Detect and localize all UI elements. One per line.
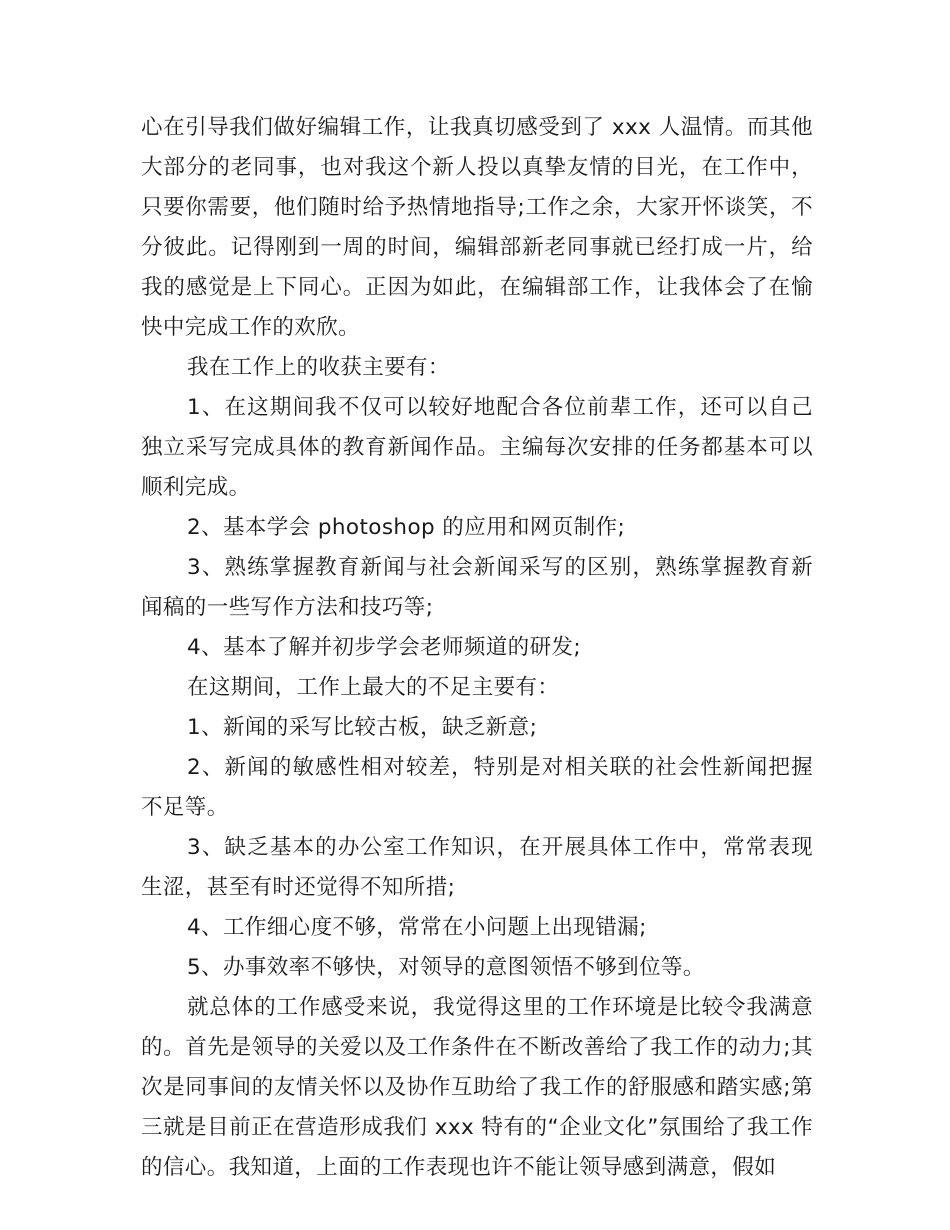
paragraph-shortcomings-heading: 在这期间，工作上最大的不足主要有： (187, 675, 560, 700)
paragraph-gain-3: 3、熟练掌握教育新闻与社会新闻采写的区别，熟练掌握教育新闻稿的一些写作方法和技巧等; (141, 555, 813, 620)
paragraph-shortcoming-5: 5、办事效率不够快，对领导的意图领悟不够到位等。 (187, 955, 705, 980)
paragraph-gain-1: 1、在这期间我不仅可以较好地配合各位前辈工作，还可以自己独立采写完成具体的教育新闻作品。主编每次安排的任务都基本可以顺利完成。 (141, 395, 813, 500)
paragraph-overall-feeling: 就总体的工作感受来说，我觉得这里的工作环境是比较令我满意的。首先是领导的关爱以及工作条件在不断改善给了我工作的动力;其次是同事间的友情关怀以及协作互助给了我工作的舒服感和踏实感;第三就是目前正在营造形成我们 xxx 特有的“企业文化”氛围给了我工作的信心。我知道，上面的工作表现也许不能让领导感到满意，假如 (141, 995, 813, 1180)
paragraph-shortcoming-3: 3、缺乏基本的办公室工作知识，在开展具体工作中，常常表现生涩，甚至有时还觉得不知所措; (141, 835, 813, 900)
paragraph-shortcoming-1: 1、新闻的采写比较古板，缺乏新意; (187, 715, 538, 740)
document-body (141, 108, 813, 1188)
paragraph-gain-4: 4、基本了解并初步学会老师频道的研发; (187, 635, 582, 660)
paragraph-shortcoming-4: 4、工作细心度不够，常常在小问题上出现错漏; (187, 915, 647, 940)
paragraph-gain-2: 2、基本学会 photoshop 的应用和网页制作; (187, 515, 626, 540)
paragraph-gains-heading: 我在工作上的收获主要有： (187, 355, 450, 380)
paragraph-shortcoming-2: 2、新闻的敏感性相对较差，特别是对相关联的社会性新闻把握不足等。 (141, 755, 813, 820)
paragraph-continuation: 心在引导我们做好编辑工作，让我真切感受到了 xxx 人温情。而其他大部分的老同事，也对我这个新人投以真挚友情的目光，在工作中，只要你需要，他们随时给予热情地指导;工作之余，大家开怀谈笑，不分彼此。记得刚到一周的时间，编辑部新老同事就已经打成一片，给我的感觉是上下同心。正因为如此，在编辑部工作，让我体会了在愉快中完成工作的欢欣。 (141, 115, 813, 340)
